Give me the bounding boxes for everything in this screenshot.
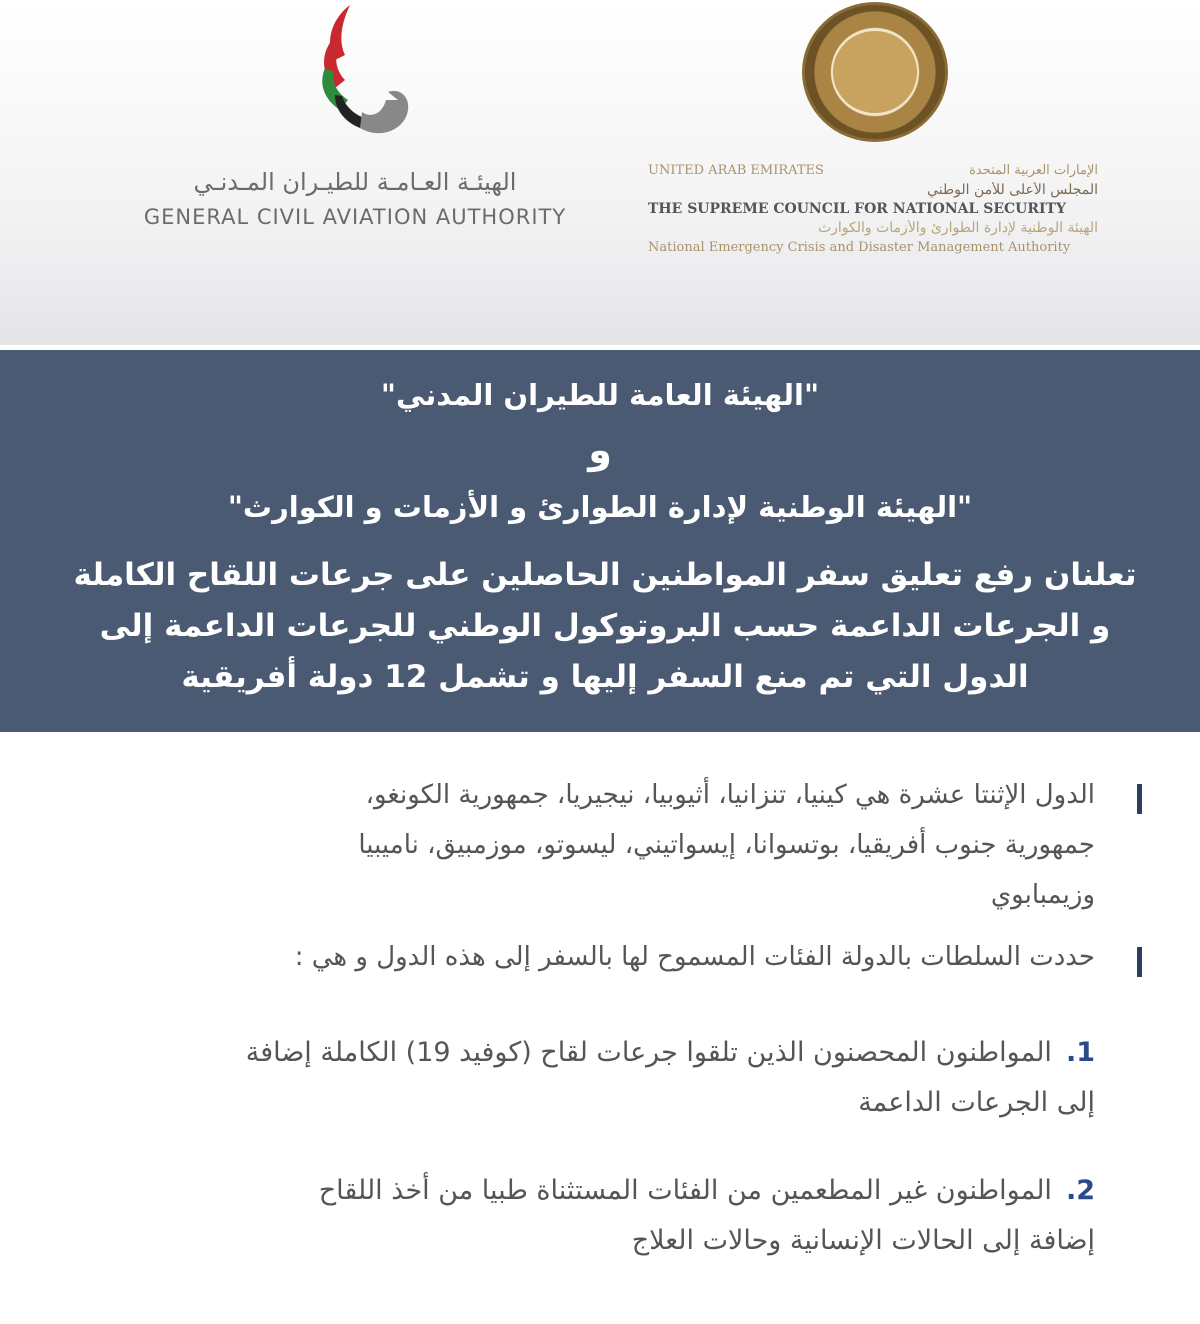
banner-line: و الجرعات الداعمة حسب البروتوكول الوطني للجرعات الداعمة إلى <box>99 608 1111 644</box>
categories-bullet: حددت السلطات بالدولة الفئات المسموح لها بالسفر إلى هذه الدول و هي : <box>294 942 1095 972</box>
gcaa-name-en: GENERAL CIVIL AVIATION AUTHORITY <box>143 205 567 229</box>
item-number: 1. <box>1065 1037 1095 1068</box>
announcement-body <box>0 732 1200 1324</box>
list-item-2 <box>55 1166 1095 1266</box>
authority-ar: الهيئة الوطنية لإدارة الطوارئ والأزمات والكوارث <box>817 220 1098 236</box>
list-item-1 <box>55 1028 1095 1128</box>
item-line: المواطنون المحصنون الذين تلقوا جرعات لقاح (كوفيد 19) الكاملة إضافة <box>245 1037 1052 1068</box>
item-number: 2. <box>1065 1175 1095 1206</box>
banner-line: تعلنان رفع تعليق سفر المواطنين الحاصلين على جرعات اللقاح الكاملة <box>73 557 1137 593</box>
banner-line: الدول التي تم منع السفر إليها و تشمل 12 دولة أفريقية <box>181 659 1029 695</box>
national-emblem-seal-icon <box>802 2 948 142</box>
banner-and: و <box>588 428 612 472</box>
authority-en: National Emergency Crisis and Disaster Management Authority <box>648 240 1071 255</box>
falcon-logo-icon <box>290 0 430 150</box>
bullet-marker <box>1137 947 1142 977</box>
country-en: UNITED ARAB EMIRATES <box>648 163 824 178</box>
announcement-banner <box>0 350 1200 732</box>
item-line: إضافة إلى الحالات الإنسانية وحالات العلاج <box>631 1225 1095 1256</box>
banner-announcement <box>60 550 1150 703</box>
gcaa-name-ar: الهيئـة العـامـة للطيـران المـدنـي <box>193 168 517 196</box>
countries-bullet <box>35 770 1095 920</box>
item-line: إلى الجرعات الداعمة <box>858 1087 1095 1118</box>
council-ar: المجلس الأعلى للأمن الوطني <box>927 182 1098 198</box>
banner-title-ncema: "الهيئة الوطنية لإدارة الطوارئ و الأزمات و الكوارث" <box>227 490 973 524</box>
country-ar: الإمارات العربية المتحدة <box>969 163 1098 178</box>
bullet-marker <box>1137 784 1142 814</box>
bullet-line: وزيمبابوي <box>990 880 1095 910</box>
item-line: المواطنون غير المطعمين من الفئات المستثناة طبيا من أخذ اللقاح <box>318 1175 1052 1206</box>
ncema-logo-text <box>648 163 1098 255</box>
council-en: THE SUPREME COUNCIL FOR NATIONAL SECURITY <box>648 201 1066 217</box>
bullet-line: الدول الإثنتا عشرة هي كينيا، تنزانيا، أثيوبيا، نيجيريا، جمهورية الكونغو، <box>365 780 1095 810</box>
bullet-line: جمهورية جنوب أفريقيا، بوتسوانا، إيسواتيني، ليسوتو، موزمبيق، ناميبيا <box>358 830 1095 860</box>
gcaa-logo-block <box>100 0 610 240</box>
header <box>0 0 1200 345</box>
banner-title-gcaa: "الهيئة العامة للطيران المدني" <box>380 378 820 412</box>
